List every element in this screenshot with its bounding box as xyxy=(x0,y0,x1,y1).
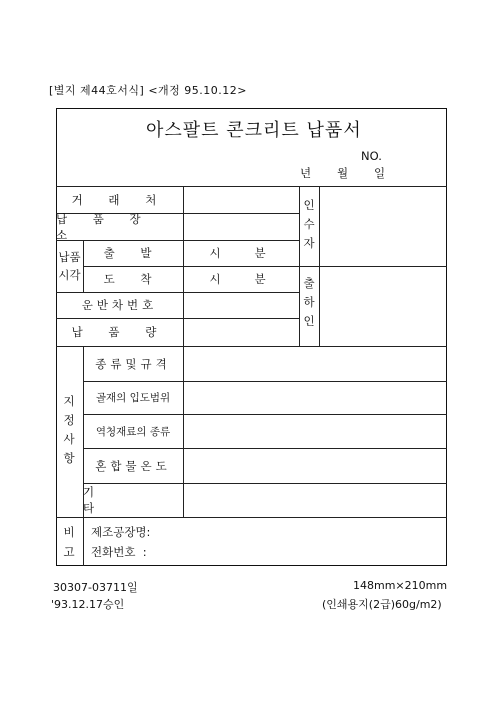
spec-item-aggregate: 골재의 입도범위 xyxy=(95,392,171,404)
delivery-place-label: 납 품 장 소 xyxy=(56,211,152,242)
col-receiver-left xyxy=(299,186,300,346)
date-day-label: 일 xyxy=(374,166,386,180)
departure-minute-label: 분 xyxy=(254,246,266,260)
date-year-label: 년 xyxy=(300,166,312,180)
spec-item-other: 기 타 xyxy=(83,485,129,515)
delivery-time-label: 납품시각 xyxy=(58,250,81,282)
spec-item-temperature: 혼합물온도 xyxy=(95,458,171,473)
col-spec-value xyxy=(183,346,184,517)
arrival-minute-label: 분 xyxy=(254,272,266,286)
receiver-label: 인수자 xyxy=(303,198,315,250)
rule-above-remarks xyxy=(56,517,447,518)
sender-label: 출하인 xyxy=(303,276,315,328)
arrival-hour-label: 시 xyxy=(209,272,221,286)
no-label: NO. xyxy=(361,149,382,163)
rule-receiver-sender xyxy=(299,266,447,267)
spec-item-type: 종류및규격 xyxy=(95,356,171,371)
form-code: 30307-03711일 xyxy=(53,581,138,594)
spec-section-label: 지정사항 xyxy=(63,394,75,465)
remarks-label: 비고 xyxy=(63,525,75,559)
quantity-label: 납 품 량 xyxy=(71,325,168,339)
departure-label: 출 발 xyxy=(103,246,163,260)
arrival-label: 도 착 xyxy=(103,272,163,286)
form-number-header: [별지 제44호서식] <개정 95.10.12> xyxy=(49,84,247,97)
paper-spec: (인쇄용지(2급)60g/m2) xyxy=(322,598,442,611)
col-remarks-label xyxy=(83,517,84,566)
paper-size: 148mm×210mm xyxy=(353,579,448,592)
col-receiver-right xyxy=(319,186,320,346)
phone-number-label: 전화번호 : xyxy=(91,545,147,559)
factory-name-label: 제조공장명: xyxy=(91,525,151,539)
spec-item-asphalt: 역청재료의 종류 xyxy=(95,425,171,438)
vehicle-number-label: 운반차번호 xyxy=(81,298,158,312)
approval-date: '93.12.17승인 xyxy=(51,598,125,611)
departure-hour-label: 시 xyxy=(209,246,221,260)
date-month-label: 월 xyxy=(337,166,349,180)
col-label-value xyxy=(183,186,184,346)
form-title: 아스팔트 콘크리트 납품서 xyxy=(146,120,362,141)
client-label: 거 래 처 xyxy=(71,192,168,207)
